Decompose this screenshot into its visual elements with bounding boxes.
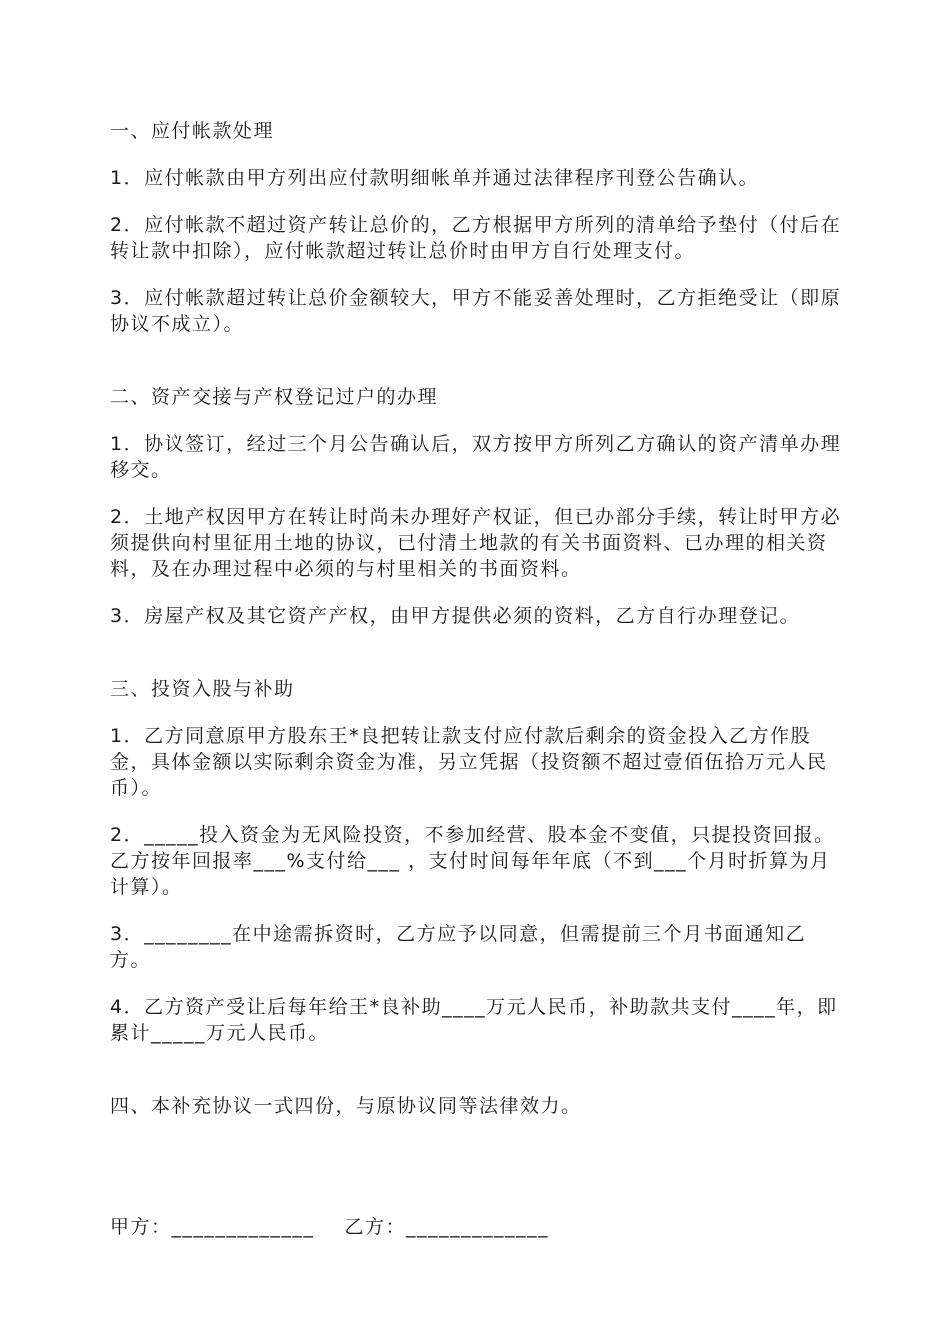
- section-4-heading: 四、本补充协议一式四份，与原协议同等法律效力。: [110, 1095, 582, 1117]
- section-2-item-3: 3．房屋产权及其它资产产权，由甲方提供必须的资料，乙方自行办理登记。: [110, 605, 801, 627]
- section-3-item-2: 2．_____投入资金为无风险投资，不参加经营、股本金不变值，只提投资回报。乙方按年回报率___%支付给___ ，支付时间每年年底（不到___个月时折算为月计算）。: [110, 824, 835, 898]
- section-3-item-3: 3．________在中途需拆资时，乙方应予以同意，但需提前三个月书面通知乙方。: [110, 923, 807, 971]
- section-3-item-4: 4．乙方资产受让后每年给王*良补助____万元人民币，补助款共支付____年，即累计_____万元人民币。: [110, 996, 838, 1044]
- section-2-item-1: 1．协议签订，经过三个月公告确认后，双方按甲方所列乙方确认的资产清单办理移交。: [110, 433, 842, 481]
- section-1-item-2: 2．应付帐款不超过资产转让总价的，乙方根据甲方所列的清单给予垫付（付后在转让款中扣除），应付帐款超过转让总价时由甲方自行处理支付。: [110, 214, 842, 262]
- party-a-signature: 甲方：_____________: [110, 1216, 315, 1238]
- section-1-heading: 一、应付帐款处理: [110, 120, 275, 142]
- section-1-item-1: 1．应付帐款由甲方列出应付款明细帐单并通过法律程序刊登公告确认。: [110, 167, 760, 189]
- section-2-heading: 二、资产交接与产权登记过户的办理: [110, 386, 439, 408]
- signature-row: [110, 1214, 549, 1240]
- section-3-item-1: 1．乙方同意原甲方股东王*良把转让款支付应付款后剩余的资金投入乙方作股金，具体金额以实际剩余资金为准，另立凭据（投资额不超过壹佰伍拾万元人民币）。: [110, 725, 828, 799]
- party-b-signature: 乙方：_____________: [344, 1216, 550, 1238]
- section-1-item-3: 3．应付帐款超过转让总价金额较大，甲方不能妥善处理时，乙方拒绝受让（即原协议不成立）。: [110, 287, 842, 335]
- document-body: [110, 118, 845, 1119]
- section-2-item-2: 2．土地产权因甲方在转让时尚未办理好产权证，但已办部分手续，转让时甲方必须提供向村里征用土地的协议，已付清土地款的有关书面资料、已办理的相关资料，及在办理过程中必须的与村里相关的书面资料。: [110, 506, 842, 580]
- section-3-heading: 三、投资入股与补助: [110, 678, 295, 700]
